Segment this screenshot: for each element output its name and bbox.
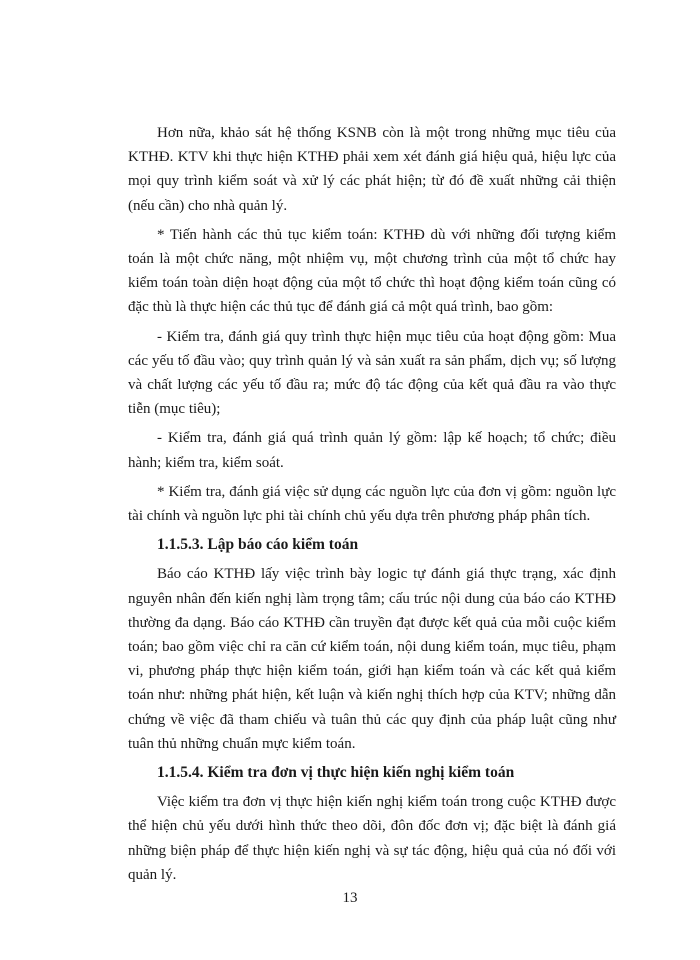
paragraph-report: Báo cáo KTHĐ lấy việc trình bày logic tự đánh giá thực trạng, xác định nguyên nhân đến kiến nghị làm trọng tâm; cấu trúc nội dung của báo cáo KTHĐ thường đa dạng. Báo cáo KTHĐ cần truyền đạt được kết quả của mỗi cuộc kiểm toán; bao gồm việc chỉ ra căn cứ kiểm toán, nội dung kiểm toán, mục tiêu, phạm vi, phương pháp thực hiện kiểm toán, giới hạn kiểm toán và các kết quả kiểm toán như: những phát hiện, kết luận và kiến nghị thích hợp của KTV; những dẫn chứng về việc đã tham chiếu và tuân thủ các quy định của pháp luật cũng như tuân thủ những chuẩn mực kiểm toán.: [128, 566, 616, 752]
section-heading-followup: 1.1.5.4. Kiểm tra đơn vị thực hiện kiến nghị kiểm toán: [157, 764, 515, 782]
paragraph-followup: Việc kiểm tra đơn vị thực hiện kiến nghị kiểm toán trong cuộc KTHĐ được thể hiện chủ yếu dưới hình thức theo dõi, đôn đốc đơn vị; đặc biệt là đánh giá những biện pháp để thực hiện kiến nghị và sự tác động, hiệu quả của nó đối với quản lý.: [128, 794, 616, 883]
section-heading-report: 1.1.5.3. Lập báo cáo kiểm toán: [157, 536, 359, 554]
paragraph-objective-process: - Kiểm tra, đánh giá quy trình thực hiện mục tiêu của hoạt động gồm: Mua các yếu tố đầu vào; quy trình quản lý và sản xuất ra sản phẩm, dịch vụ; số lượng và chất lượng các yếu tố đầu ra; mức độ tác động của kết quả đầu ra vào thực tiễn (mục tiêu);: [128, 328, 616, 418]
paragraph-management-process: - Kiểm tra, đánh giá quá trình quản lý gồm: lập kế hoạch; tổ chức; điều hành; kiểm tra, kiểm soát.: [128, 430, 616, 471]
paragraph-resources: * Kiểm tra, đánh giá việc sử dụng các nguồn lực của đơn vị gồm: nguồn lực tài chính và nguồn lực phi tài chính chủ yếu dựa trên phương pháp phân tích.: [128, 483, 616, 525]
paragraph-audit-procedures: * Tiến hành các thủ tục kiểm toán: KTHĐ dù với những đối tượng kiểm toán là một chức năng, một nhiệm vụ, một chương trình của một tổ chức hay kiểm toán toàn diện hoạt động của một tổ chức thì hoạt động kiểm toán cũng có đặc thù là thực hiện các thủ tục để đánh giá cả một quá trình, bao gồm:: [128, 226, 616, 316]
page-body: [128, 121, 616, 892]
paragraph-ksnb: Hơn nữa, khảo sát hệ thống KSNB còn là một trong những mục tiêu của KTHĐ. KTV khi thực hiện KTHĐ phải xem xét đánh giá hiệu quả, hiệu lực của mọi quy trình kiểm soát và xử lý các phát hiện; từ đó đề xuất những cải thiện (nếu cần) cho nhà quản lý.: [128, 125, 616, 214]
page-number: 13: [342, 890, 358, 906]
